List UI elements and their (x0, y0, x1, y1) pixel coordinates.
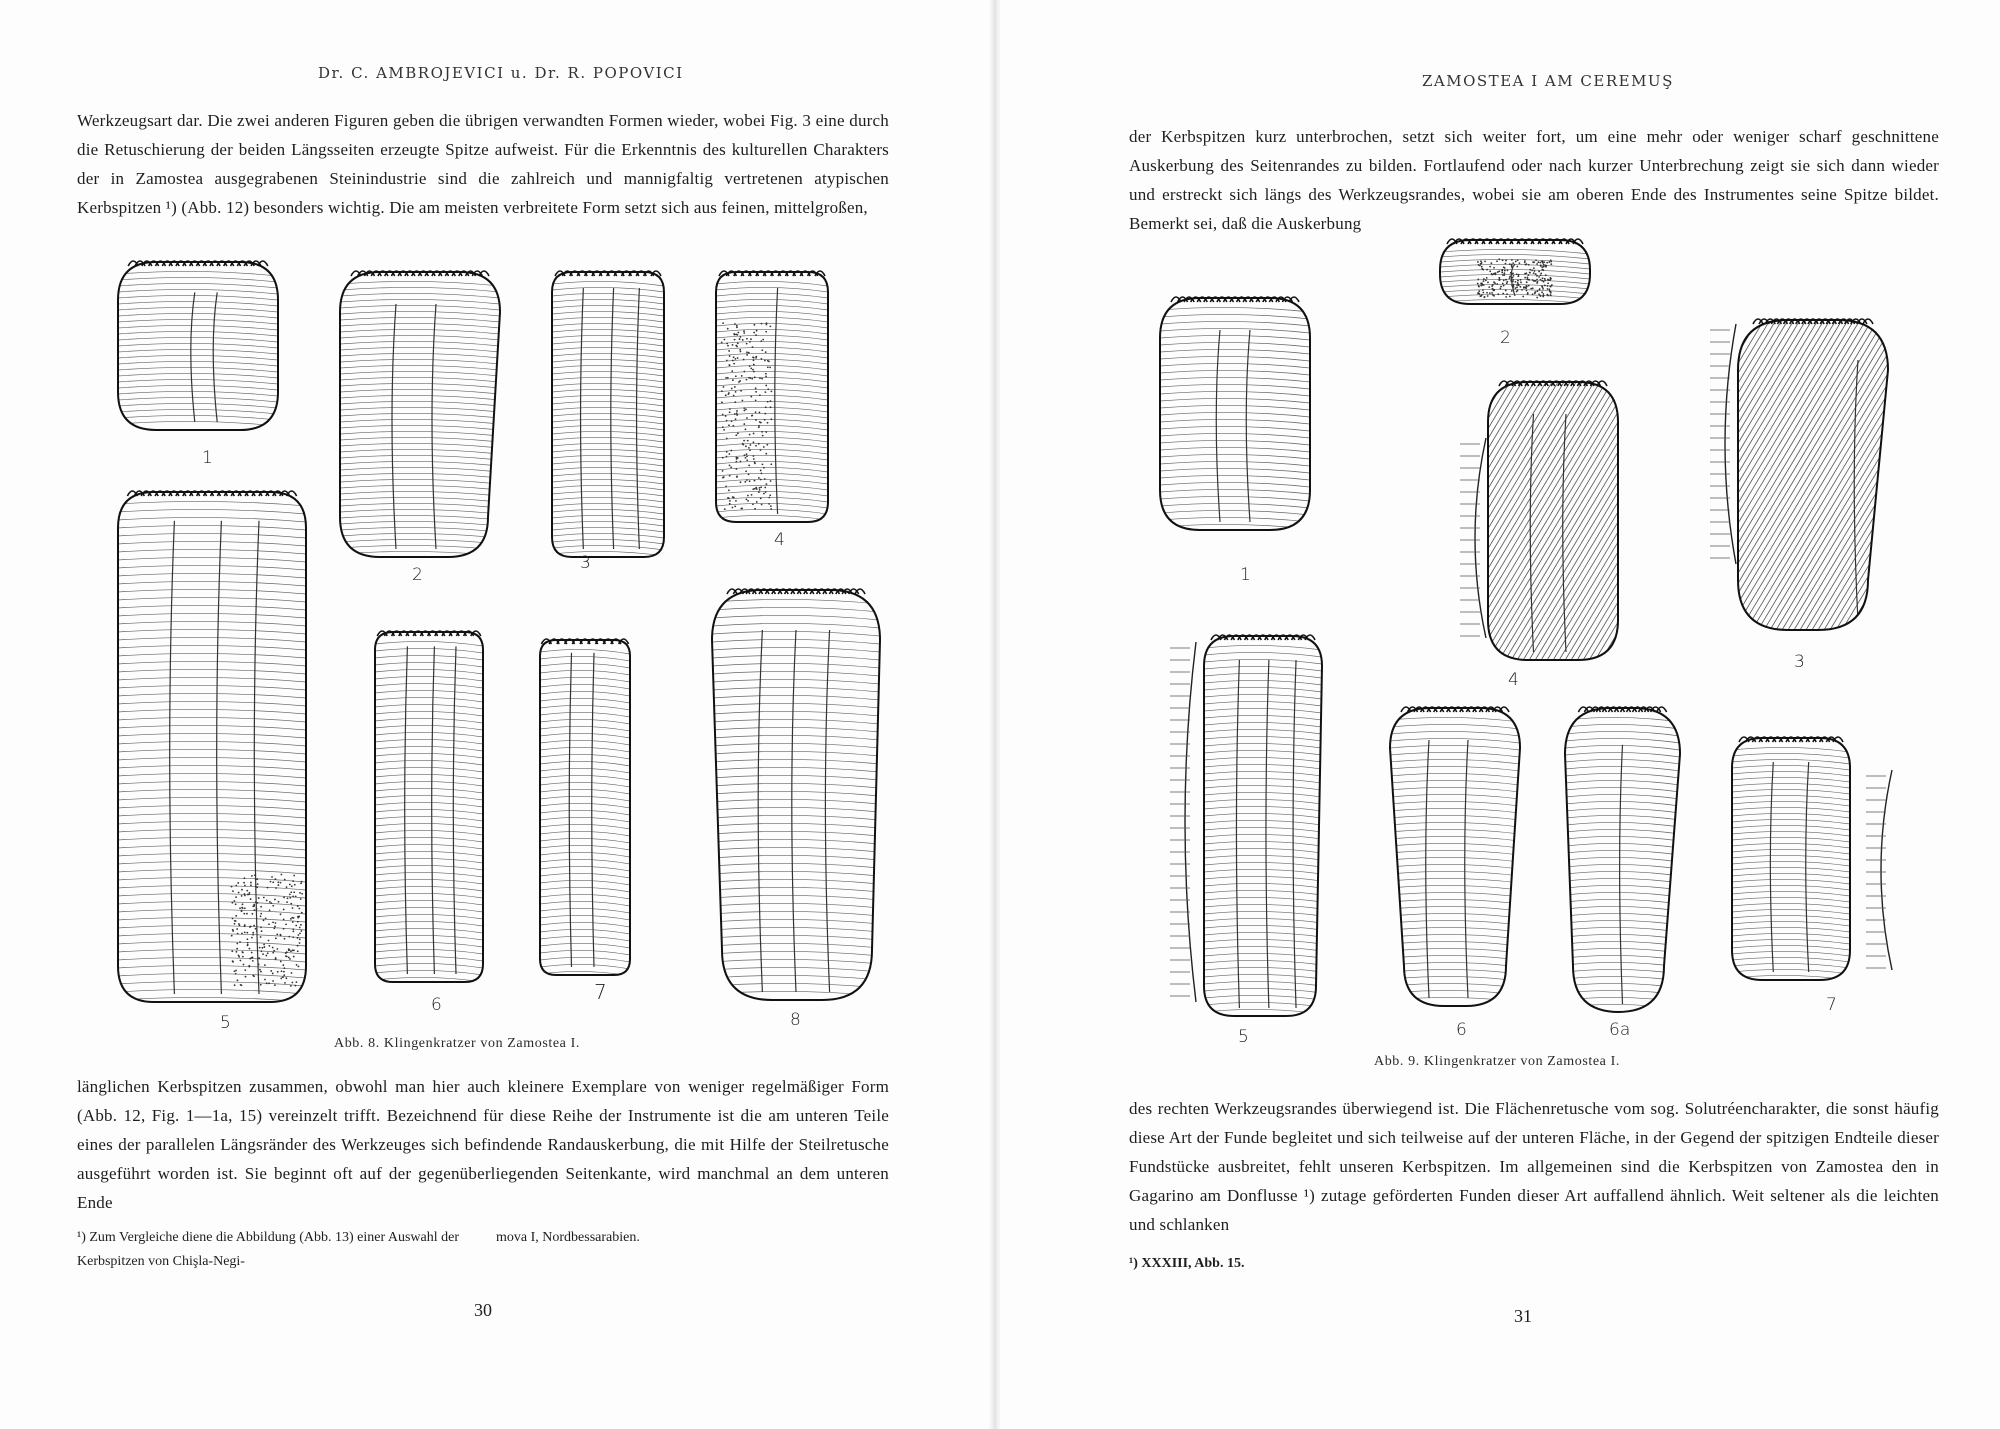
left-footnote-col1: ¹) Zum Vergleiche diene die Abbildung (Abb. 13) einer Auswahl der Kerbspitzen von Chişla-Negi- (77, 1230, 459, 1269)
fig9-tool-2 (1440, 239, 1590, 304)
right-paragraph-top: der Kerbspitzen kurz unterbrochen, setzt sich weiter fort, um eine mehr oder weniger scharf geschnittene Auskerbung des Seitenrandes zu bilden. Fortlaufend oder nach kurzer Unterbrechung zeigt sie sich dann wieder und erstreckt sich längs des Werkzeugsrandes, wobei sie am oberen Ende des Instrumentes seine Spitze bildet. Bemerkt sei, daß die Auskerbung (1129, 127, 1939, 233)
figure-abb-8 (0, 0, 990, 1040)
figure-abb-9-drawing (1000, 0, 2000, 1060)
fig9-label-7: 7 (1826, 995, 1837, 1015)
left-paragraph-top: Werkzeugsart dar. Die zwei anderen Figuren geben die übrigen verwandten Formen wieder, wobei Fig. 3 eine durch die Retuschierung der beiden Längsseiten erzeugte Spitze aufweist. Für die Erkenntnis des kulturellen Charakters der in Zamostea ausgegrabenen Steinindustrie sind die zahlreich und mannigfaltig vertretenen atypischen Kerbspitzen ¹) (Abb. 12) besonders wichtig. Die am meisten verbreitete Form setzt sich aus feinen, mittelgroßen, (77, 111, 889, 217)
left-page (0, 0, 990, 1429)
fig9-tool-6a (1565, 707, 1680, 1012)
fig8-tool-3 (552, 271, 664, 557)
left-running-header: Dr. C. AMBROJEVICI u. Dr. R. POPOVICI (318, 64, 684, 82)
fig9-label-2: 2 (1500, 328, 1511, 348)
figure-abb-9-caption: Abb. 9. Klingenkratzer von Zamostea I. (1374, 1054, 1620, 1069)
fig8-label-1: 1 (202, 448, 213, 468)
figure-abb-8-caption: Abb. 8. Klingenkratzer von Zamostea I. (334, 1036, 580, 1051)
left-footnote-col2: mova I, Nordbessarabien. (496, 1230, 640, 1245)
fig9-tool-7 (1732, 737, 1850, 980)
fig8-tool-6 (375, 631, 483, 982)
figure-abb-9 (1000, 0, 2000, 1060)
left-page-number: 30 (474, 1300, 492, 1320)
right-paragraph-bottom: des rechten Werkzeugsrandes überwiegend ist. Die Flächenretusche vom sog. Solutréencharakter, die sonst häufig diese Art der Funde begleitet und sich teilweise auf der unteren Fläche, in der Gegend der spitzigen Endteile dieser Fundstücke ausbreitet, fehlt unseren Kerbspitzen. Im allgemeinen sind die Kerbspitzen von Zamostea den in Gagarino am Donflusse ¹) zutage geförderten Funden dieser Art auffallend ähnlich. Weit seltener als die leichten und schlanken (1129, 1099, 1939, 1234)
fig9-profile-5 (1170, 642, 1196, 1002)
fig9-label-5: 5 (1238, 1027, 1249, 1047)
fig9-tool-5 (1204, 635, 1322, 1016)
fig9-tool-3 (1242, 319, 2000, 630)
fig9-label-4: 4 (1508, 670, 1519, 690)
fig8-label-2: 2 (412, 565, 423, 585)
fig8-tool-2 (340, 271, 500, 557)
right-page-number: 31 (1514, 1306, 1532, 1326)
fig8-label-6: 6 (431, 995, 442, 1015)
fig9-label-6: 6 (1456, 1020, 1467, 1040)
right-page (1000, 0, 2000, 1429)
fig9-tool-6 (1390, 707, 1520, 1006)
right-running-header: ZAMOSTEA I AM CEREMUŞ (1422, 72, 1674, 90)
fig8-tool-8 (712, 589, 880, 1000)
fig8-tool-5 (118, 491, 306, 1002)
fig8-label-7: 7 (594, 980, 607, 1004)
fig8-tool-1 (118, 261, 278, 430)
fig8-tool-4 (716, 271, 828, 522)
fig8-label-4: 4 (774, 530, 785, 550)
fig9-tool-1 (1160, 297, 1310, 530)
fig9-profile-3 (1710, 324, 1736, 564)
figure-abb-8-drawing (0, 0, 990, 1040)
right-footnote: ¹) XXXIII, Abb. 15. (1129, 1256, 1245, 1271)
fig8-label-5: 5 (220, 1013, 231, 1033)
fig9-label-6a: 6a (1609, 1020, 1631, 1040)
left-paragraph-bottom: länglichen Kerbspitzen zusammen, obwohl man hier auch kleinere Exemplare von weniger regelmäßiger Form (Abb. 12, Fig. 1—1a, 15) vereinzelt trifft. Bezeichnend für diese Reihe der Instrumente ist die am unteren Teile eines der parallelen Längsränder des Werkzeuges sich befindende Randauskerbung, die mit Hilfe der Steilretusche ausgeführt worden ist. Sie beginnt oft auf der gegenüberliegenden Seitenkante, wird manchmal an dem unteren Ende (77, 1077, 889, 1212)
fig8-tool-7 (540, 639, 630, 976)
fig9-profile-4 (1460, 438, 1486, 638)
fig9-label-1: 1 (1240, 565, 1251, 585)
fig9-profile-7 (1866, 770, 1892, 970)
fig9-label-3: 3 (1794, 652, 1805, 672)
fig8-label-3: 3 (580, 553, 591, 573)
fig8-label-8: 8 (790, 1010, 801, 1030)
